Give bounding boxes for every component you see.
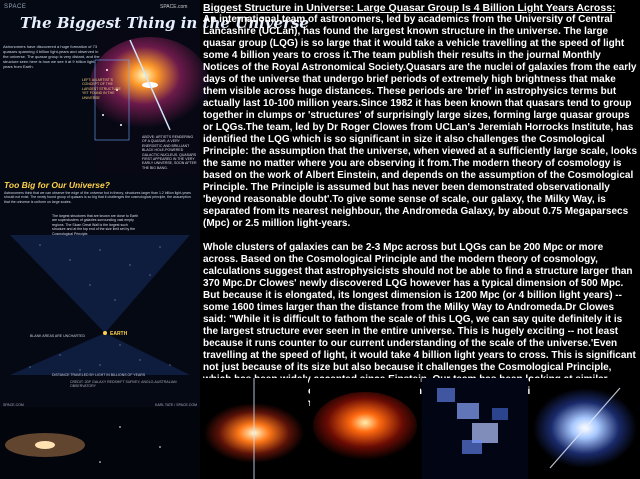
- article-headline: Biggest Structure in Universe: Large Quasar Group Is 4 Billion Light Years Across:: [203, 2, 616, 14]
- blue-quasar-image: [530, 378, 640, 479]
- cone-credit: CREDIT: 2DF GALAXY REDSHIFT SURVEY, ANGLO-AUSTRALIAN OBSERVATORY: [70, 380, 177, 388]
- quasar-group-map-image: [422, 378, 528, 479]
- article-paragraph-2: Whole clusters of galaxies can be 2-3 Mpc across but LQGs can be 200 Mpc or more across. Based on the Cosmological Principle and the modern theory of cosmology, calculations suggest that astrophysicists should not be able to find a structure larger than 370 Mpc.Dr Clowes' newly discovered LQG however has a typical dimension of 500 Mpc. But because it is elongated, its longest dimension is 1200 Mpc (or 4 billion light years) -- some 1600 times larger than the distance from the Milky Way to Andromeda.Dr Clowes said: "While it is difficult to fathom the scale of this LQG, we can say quite definitely it is the largest structure ever seen in the entire universe. This is hugely exciting -- not least because it runs counter to our current understanding of the scale of the universe.'Even travelling at the speed of light, it would take 4 billion light years to cross. This is significant not just because of its size but also because it challenges the Cosmological Principle,: [203, 242, 636, 373]
- galaxy-survey-cone: [0, 215, 200, 395]
- distance-label: DISTANCE TRAVELED BY LIGHT IN BILLIONS OF YEARS: [52, 373, 146, 377]
- infographic-intro: Astronomers have discovered a huge formation of 73 quasars spanning 4 billion light-years and observed in the universe. The quasar group is very distant, and the structure seen here is how we see it at 9 billion light-years from Earth.: [3, 44, 100, 69]
- site-label: SPACE.com: [160, 4, 188, 10]
- article-paragraph-1: An international team of astronomers, led by academics from the University of Central Lancashire (UCLan), has found the largest known structure in the universe. The large quasar group (LQG) is so large that it would take a vehicle travelling at the speed of light some 4 billion years to cross it.The team publish their results in the journal Monthly Notices of the Royal Astronomical Society.Quasars are the nuclei of galaxies from the early days of the universe that undergo brief periods of extremely high brightness that make them visible across huge distances. These periods are 'brief' in astrophysics terms but actually last 10-100 million years.Since 1982 it has been known that quasars tend to group together in clumps or 'structures' of surprisingly large sizes, forming large quasar groups or LQGs.The team, led by Dr Roger Clowes from UCLan's Jeremiah Horrocks Institute, has identified the LQG which is so significant in size it also challenges the Cosmological Principle: the assumption that the universe, when viewed at a sufficiently large scale, looks the same no matter where you are observing it from.The modern theory of cosmology is based on the work of Albert Einstein, and depends on the assumption of the Cosmological Principle. The Principle is assumed but has never been demonstrated observationally 'beyond reasonable doubt'.To give some sense of scale, our galaxy, the Milky Way, is separated from its nearest neighbour, the Andromeda Galaxy, by about 0.75 Megaparsecs (Mpc) or 2.5 million light-years.: [203, 14, 638, 229]
- red-spiral-image: [310, 378, 420, 479]
- cone-text: The largest structures that are known are close to Earth are superclusters of galaxies surrounding vast empty regions. The Sloan Great Wall is the largest such structure and at the top end of the size limit set by the Cosmological Principle.: [52, 214, 139, 236]
- spiral-galaxy-image: [0, 407, 200, 479]
- artist-caption: ABOVE: ARTIST'S RENDERING OF A QUASAR, A VERY ENERGETIC AND BRILLIANT BLACK HOLE-POWERED GALACTIC NUCLEUS. QUASARS FIRST APPEARED IN THE VERY EARLY UNIVERSE, SOON AFTER THE BIG BANG.: [142, 135, 197, 170]
- footer-right: KARL TATE / SPACE.COM: [154, 403, 197, 407]
- thumbnail-strip: [200, 378, 640, 479]
- infographic-title: The Biggest Thing in the Universe: [20, 14, 309, 32]
- quasar-jet-image: [200, 378, 308, 479]
- infographic: [0, 0, 309, 479]
- quasar-note: LEFT: AN ARTIST'S CONCEPT OF THE LARGEST STRUCTURE YET FOUND IN THE UNIVERSE: [82, 78, 121, 100]
- infographic-subtitle: Too Big for Our Universe?: [4, 180, 110, 190]
- earth-label: EARTH: [110, 331, 128, 337]
- space-logo: SPACE: [4, 4, 27, 10]
- infographic-subtext: Astronomers think that we can observe the edge of the universe but in theory, structures larger than 1.2 billion light-years should not exist. The newly found group of quasars is so big that it challenges the cosmological principle, the assumption that the universe is uniform on large scales.: [4, 191, 191, 204]
- article: [203, 2, 637, 410]
- footer-left: SPACE.COM: [3, 403, 24, 407]
- blank-areas-label: BLANK AREAS ARE UNCHARTED: [30, 334, 85, 338]
